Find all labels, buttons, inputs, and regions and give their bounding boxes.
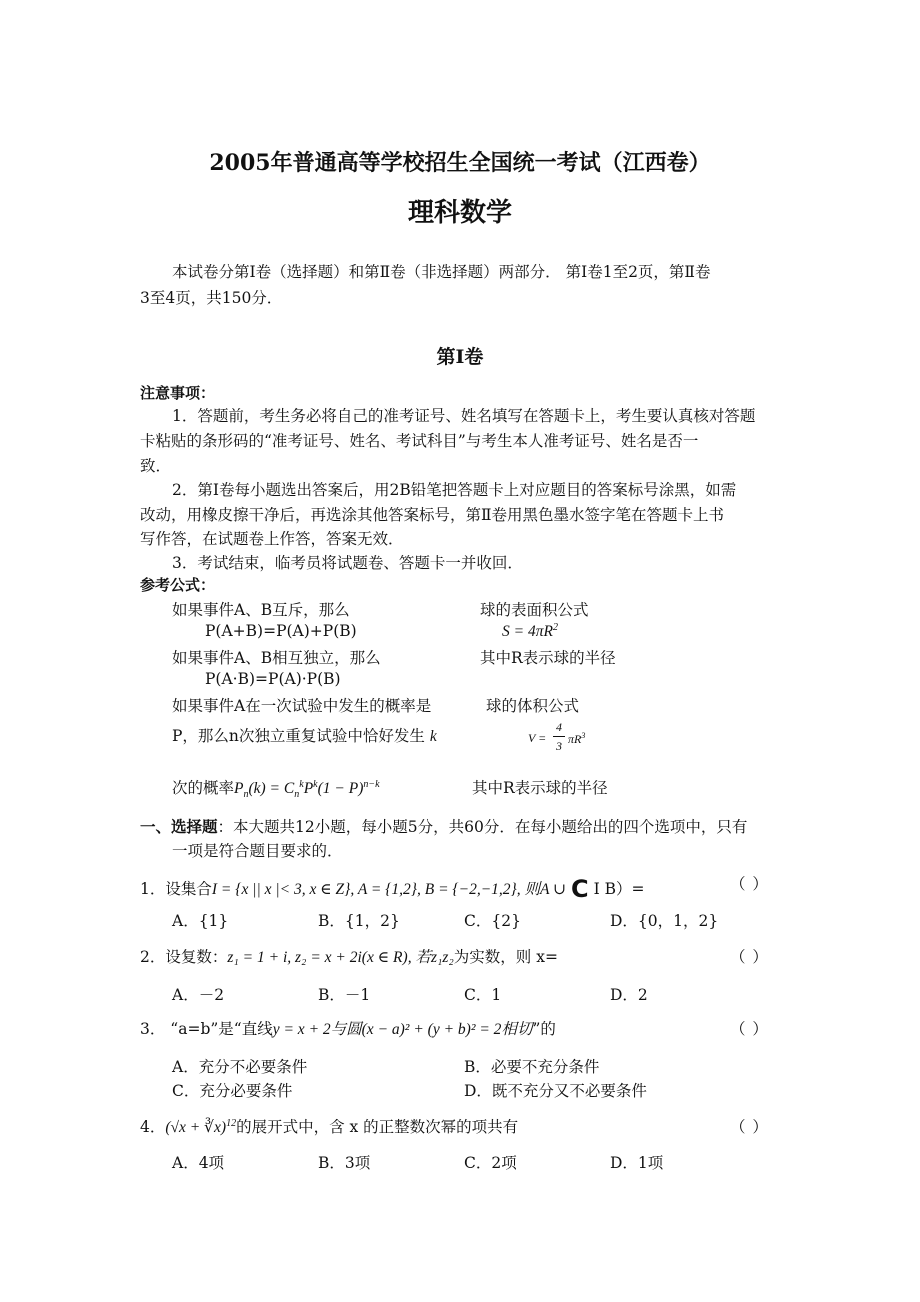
- volume-lhs: V =: [528, 731, 547, 745]
- question-text: 为实数，则 x=: [453, 948, 558, 966]
- formula-right-line: 其中R表示球的半径: [480, 649, 616, 667]
- option: A．4项: [172, 1154, 225, 1172]
- option: D．{0，1，2}: [610, 912, 719, 930]
- answer-bracket: （ ）: [730, 948, 769, 966]
- option: C．1: [464, 986, 502, 1004]
- notice-item: 3．考试结束，临考员将试题卷、答题卡一并收回．: [172, 554, 523, 572]
- option: C．充分必要条件: [172, 1082, 293, 1100]
- section-desc-2: 一项是符合题目要求的．: [172, 842, 343, 860]
- notice-item: 改动，用橡皮擦干净后，再选涂其他答案标号，第Ⅱ卷用黑色墨水签字笔在答题卡上书: [140, 506, 725, 524]
- notice-item: 卡粘贴的条形码的“准考证号、姓名、考试科目”与考生本人准考证号、姓名是否一: [140, 432, 699, 450]
- formula-left-line: 如果事件A、B相互独立，那么: [172, 649, 381, 667]
- notice-item: 致．: [140, 457, 172, 475]
- option: B．－1: [318, 986, 371, 1004]
- formula-left-line: 如果事件A、B互斥，那么: [172, 601, 350, 619]
- fraction-bar: [553, 736, 565, 737]
- formula-var-k: k: [429, 728, 437, 745]
- question-text: 3． “a=b”是“直线: [140, 1020, 273, 1038]
- notice-label: 注意事项：: [140, 384, 216, 402]
- formulas-label: 参考公式：: [140, 576, 216, 594]
- intro-line-1: 本试卷分第Ⅰ卷（选择题）和第Ⅱ卷（非选择题）两部分． 第Ⅰ卷1至2页，第Ⅱ卷: [172, 263, 711, 281]
- formula-math: πR: [568, 732, 582, 746]
- option: A．{1}: [172, 912, 229, 930]
- option: C．{2}: [464, 912, 521, 930]
- formula-right-line: 球的表面积公式: [480, 601, 589, 619]
- option: A．充分不必要条件: [172, 1058, 308, 1076]
- answer-bracket: （ ）: [730, 1020, 769, 1038]
- formula-left-line: 如果事件A在一次试验中发生的概率是: [172, 697, 432, 715]
- option: D．既不充分又不必要条件: [464, 1082, 647, 1100]
- formula-left-line: P(A·B)=P(A)·P(B): [205, 670, 341, 688]
- question-text: ”的: [532, 1020, 556, 1038]
- question-text: 4．: [140, 1118, 166, 1136]
- question-text: 1．设集合: [140, 880, 212, 898]
- formula-left-line: P(A+B)=P(A)+P(B): [205, 622, 357, 640]
- formula-text: 次的概率: [172, 779, 235, 797]
- section-label: 一、选择题: [140, 818, 218, 836]
- formula-right-line: 球的体积公式: [486, 697, 580, 715]
- intro-line-2: 3至4页，共150分．: [140, 289, 283, 307]
- formula-left-line: [172, 724, 437, 746]
- question-4-stem: 4．(√x + ∛x)$^{12}$的展开式中，含 x 的正整数次幂的项共有: [140, 1117, 519, 1136]
- option: D．2: [610, 986, 648, 1004]
- option: A．－2: [172, 986, 225, 1004]
- volume-rhs: $\pi R^3$: [568, 731, 586, 746]
- section-desc: ：本大题共12小题，每小题5分，共60分．在每小题给出的四个选项中，只有: [217, 818, 748, 836]
- option: D．1项: [610, 1154, 664, 1172]
- option: B．必要不充分条件: [464, 1058, 600, 1076]
- notice-item: 2．第Ⅰ卷每小题选出答案后，用2B铅笔把答题卡上对应题目的答案标号涂黑，如需: [172, 481, 737, 499]
- part-heading: 第Ⅰ卷: [436, 346, 484, 368]
- question-text: 的展开式中，含 x 的正整数次幂的项共有: [236, 1118, 519, 1136]
- question-text: I B）=: [593, 880, 645, 898]
- binomial-formula: 次的概率$P_n(k) = C_n^kP^k(1 - P)^{n-k}$: [172, 778, 380, 801]
- question-math: I = {x || x |< 3, x ∈ Z}, A = {1,2}, B = {−2,−1,2}, 则A ∪: [211, 881, 567, 898]
- option: B．{1，2}: [318, 912, 400, 930]
- formula-math: S = 4πR: [502, 623, 553, 641]
- question-2-stem: [140, 945, 558, 967]
- option: C．2项: [464, 1154, 517, 1172]
- answer-bracket: （ ）: [730, 875, 769, 893]
- question-math: (√x + ∛x): [165, 1119, 227, 1136]
- formula-text: P，那么n次独立重复试验中恰好发生: [172, 727, 425, 745]
- notice-item: 1．答题前，考生务必将自己的准考证号、姓名填写在答题卡上，考生要认真核对答题: [172, 407, 756, 425]
- question-math: y = x + 2与圆(x − a)² + (y + b)² = 2相切: [272, 1021, 533, 1038]
- question-1-stem: [140, 872, 645, 903]
- complement-icon: C: [571, 875, 589, 903]
- formula-right-line: 其中R表示球的半径: [472, 779, 608, 797]
- page-subtitle: 理科数学: [407, 198, 512, 228]
- answer-bracket: （ ）: [730, 1118, 769, 1136]
- notice-item: 写作答，在试题卷上作答，答案无效．: [140, 530, 404, 548]
- question-3-stem: [140, 1017, 556, 1039]
- fraction-denominator: 3: [556, 739, 562, 753]
- question-math: z₁ = 1 + i, z₂ = x + 2i(x ∈ R), 若z₁z₂: [227, 949, 454, 966]
- fraction-numerator: 4: [556, 720, 562, 734]
- section-header: [140, 815, 747, 837]
- question-text: 2．设复数：: [140, 948, 228, 966]
- page-title: 2005年普通高等学校招生全国统一考试（江西卷）: [209, 150, 711, 176]
- option: B．3项: [318, 1154, 371, 1172]
- sphere-surface-formula: $S = 4\pi R^2$: [502, 622, 558, 641]
